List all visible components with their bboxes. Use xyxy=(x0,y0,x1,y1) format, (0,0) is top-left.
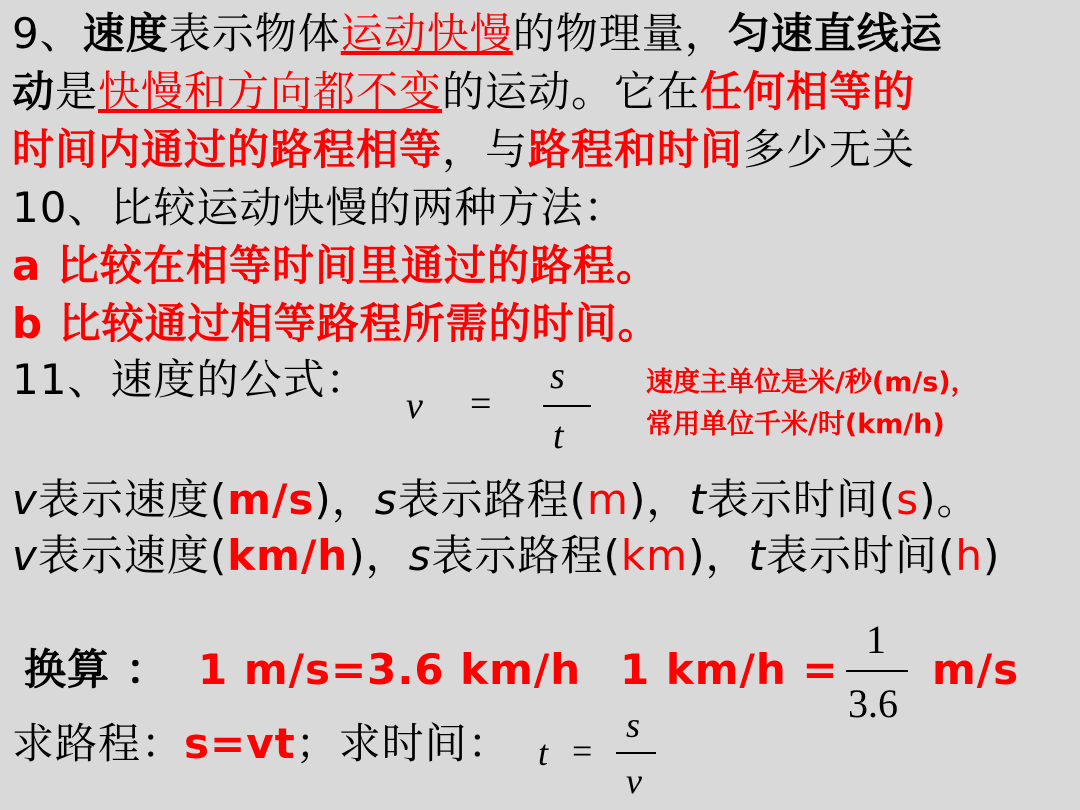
item11-title: 11、速度的公式： xyxy=(12,355,369,404)
text: 是 xyxy=(55,67,99,116)
time-formula-numerator: s xyxy=(626,705,641,745)
text: ) xyxy=(982,531,1001,580)
item9-line3 xyxy=(12,122,915,178)
item10-method-b: b 比较通过相等路程所需的时间。 xyxy=(12,299,661,348)
highlight-equal-time: 任何相等的 xyxy=(700,67,916,116)
text: 表示物体 xyxy=(168,9,341,58)
text: 的运动。它在 xyxy=(442,67,701,116)
item9-number: 9、 xyxy=(12,9,83,58)
text: )， xyxy=(348,531,409,580)
text: 表示时间( xyxy=(765,531,956,580)
text: 表示速度( xyxy=(37,531,228,580)
text: ，与 xyxy=(442,125,529,174)
formula-distance: s=vt xyxy=(184,719,296,768)
item9-line2 xyxy=(12,64,915,120)
units-line-1 xyxy=(12,472,979,528)
formula-v: v xyxy=(406,385,423,427)
formula-equals: = xyxy=(470,383,492,425)
unit-kmh: km/h xyxy=(227,531,349,580)
time-formula-equals: = xyxy=(572,731,593,771)
highlight-constant: 快慢和方向都不变 xyxy=(98,67,443,116)
time-formula-t: t xyxy=(538,733,549,773)
conversion-1: 1 m/s=3.6 km/h xyxy=(198,645,582,694)
text: )， xyxy=(628,475,690,524)
text: )， xyxy=(314,475,375,524)
text: 表示时间( xyxy=(706,475,897,524)
text: )， xyxy=(688,531,749,580)
item9-line1 xyxy=(12,6,943,62)
var-s: s xyxy=(408,531,432,580)
highlight-motion-speed: 运动快慢 xyxy=(340,9,513,58)
formula-numerator: s xyxy=(550,355,565,397)
unit-km: km xyxy=(620,531,689,580)
text: 求路程： xyxy=(12,719,185,768)
text: 表示路程( xyxy=(431,531,621,580)
fraction-bar xyxy=(543,405,591,407)
highlight-distance-time: 路程和时间 xyxy=(528,125,744,174)
var-v: v xyxy=(12,531,38,580)
term-uniform-motion-cont: 动 xyxy=(12,67,56,116)
var-t: t xyxy=(748,531,766,580)
term-uniform-motion: 匀速直线运 xyxy=(727,9,943,58)
unit-s: s xyxy=(896,475,920,524)
text: ；求时间： xyxy=(295,719,511,768)
conversion-unit: m/s xyxy=(932,645,1020,694)
text: 表示路程( xyxy=(397,475,588,524)
unit-note-common: 常用单位千米/时(km/h) xyxy=(646,409,945,440)
text: 的物理量， xyxy=(512,9,728,58)
units-line-2 xyxy=(12,528,1000,584)
solve-line xyxy=(12,716,511,772)
time-fraction-bar xyxy=(616,752,656,754)
item10-method-a: a 比较在相等时间里通过的路程。 xyxy=(12,241,659,290)
text: )。 xyxy=(919,475,980,524)
var-s: s xyxy=(374,475,398,524)
conversion-numerator: 1 xyxy=(866,617,886,662)
text: 多少无关 xyxy=(743,125,916,174)
term-speed: 速度 xyxy=(82,9,169,58)
item10-title: 10、比较运动快慢的两种方法： xyxy=(12,183,627,232)
highlight-equal-distance: 时间内通过的路程相等 xyxy=(12,125,443,174)
time-formula-denominator: v xyxy=(626,761,642,801)
unit-h: h xyxy=(955,531,983,580)
conversion-fraction-bar xyxy=(846,670,908,672)
text: 表示速度( xyxy=(37,475,228,524)
conversion-label: 换算 ： xyxy=(24,645,169,694)
unit-ms: m/s xyxy=(227,475,315,524)
unit-m: m xyxy=(587,475,629,524)
var-t: t xyxy=(689,475,707,524)
conversion-2: 1 km/h = xyxy=(620,645,839,694)
conversion-denominator: 3.6 xyxy=(848,681,898,726)
unit-note-main: 速度主单位是米/秒(m/s)， xyxy=(646,367,978,398)
formula-denominator: t xyxy=(553,415,564,457)
var-v: v xyxy=(12,475,38,524)
